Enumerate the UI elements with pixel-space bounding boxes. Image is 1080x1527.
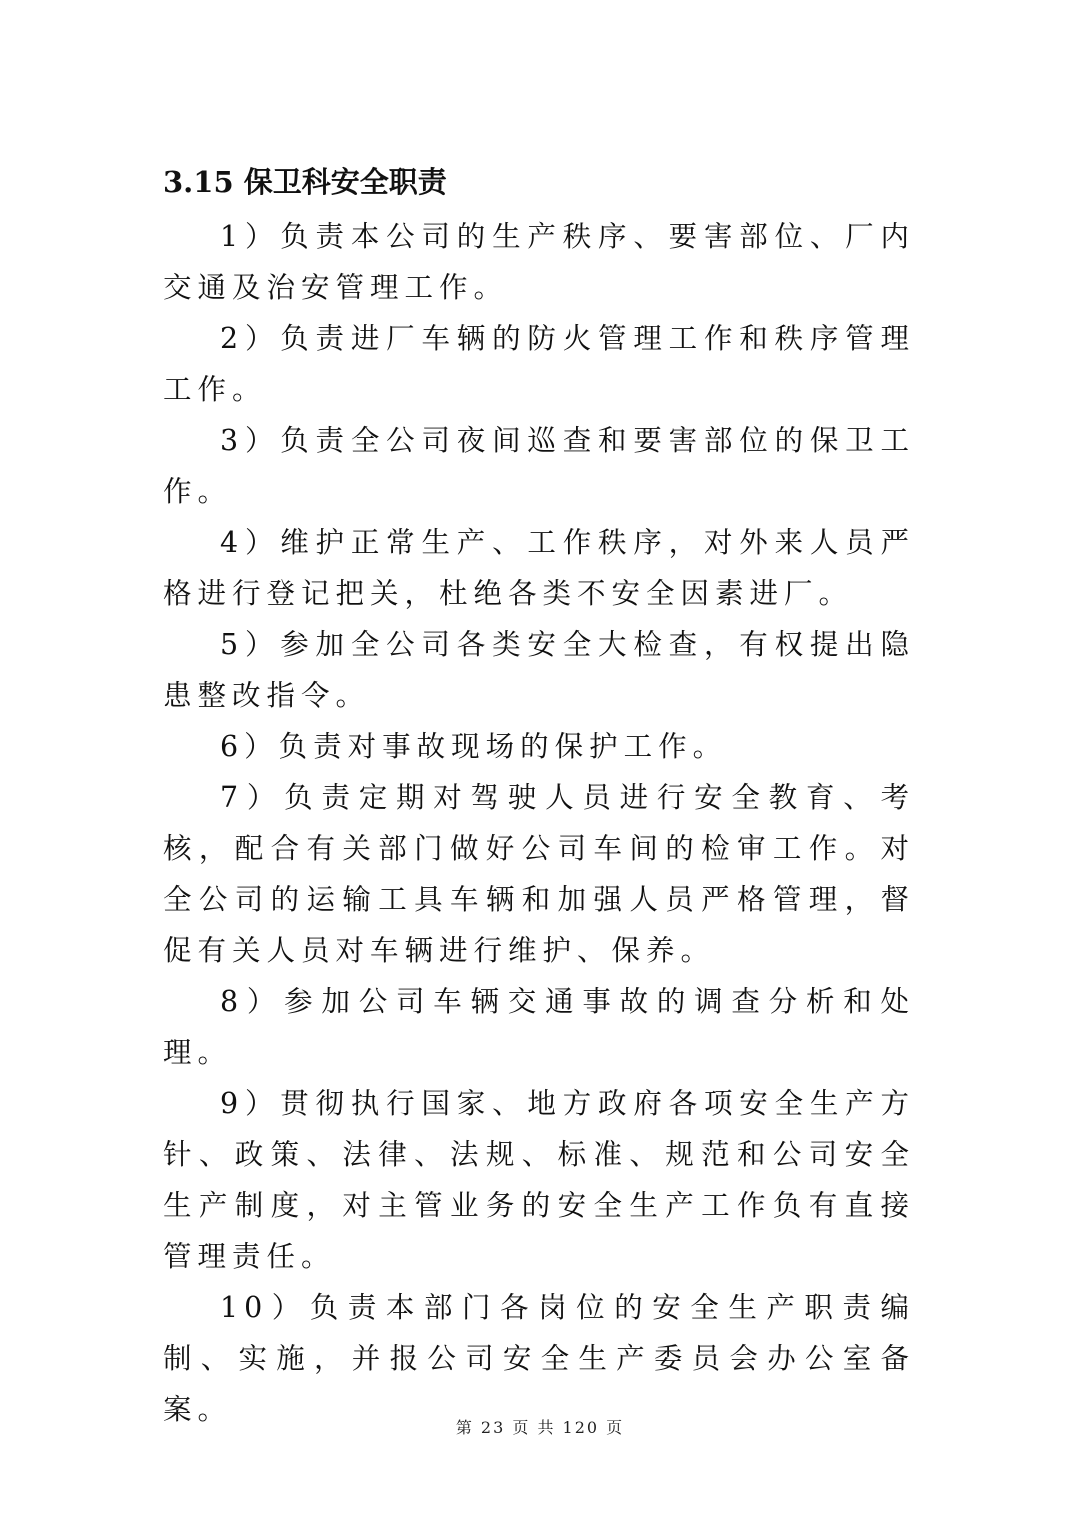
page-number-footer: 第 23 页 共 120 页 — [455, 1418, 625, 1437]
duty-item-1: 1）负责本公司的生产秩序、要害部位、厂内交通及治安管理工作。 — [163, 220, 915, 304]
section-heading: 3.15 保卫科安全职责 — [163, 165, 447, 199]
duty-item-3: 3）负责全公司夜间巡查和要害部位的保卫工作。 — [163, 424, 915, 508]
duty-item-2: 2）负责进厂车辆的防火管理工作和秩序管理工作。 — [163, 322, 915, 406]
duty-item-5: 5）参加全公司各类安全大检查，有权提出隐患整改指令。 — [163, 628, 915, 712]
duty-item-6: 6）负责对事故现场的保护工作。 — [220, 730, 728, 763]
duty-list — [163, 211, 915, 1435]
duty-item-8: 8）参加公司车辆交通事故的调查分析和处理。 — [163, 985, 915, 1069]
duty-item-9: 9）贯彻执行国家、地方政府各项安全生产方针、政策、法律、法规、标准、规范和公司安全生产制度，对主管业务的安全生产工作负有直接管理责任。 — [163, 1087, 915, 1273]
duty-item-7: 7）负责定期对驾驶人员进行安全教育、考核，配合有关部门做好公司车间的检审工作。对全公司的运输工具车辆和加强人员严格管理，督促有关人员对车辆进行维护、保养。 — [163, 781, 915, 967]
duty-item-4: 4）维护正常生产、工作秩序，对外来人员严格进行登记把关，杜绝各类不安全因素进厂。 — [163, 526, 915, 610]
duty-item-10: 10）负责本部门各岗位的安全生产职责编制、实施，并报公司安全生产委员会办公室备案。 — [163, 1291, 915, 1426]
